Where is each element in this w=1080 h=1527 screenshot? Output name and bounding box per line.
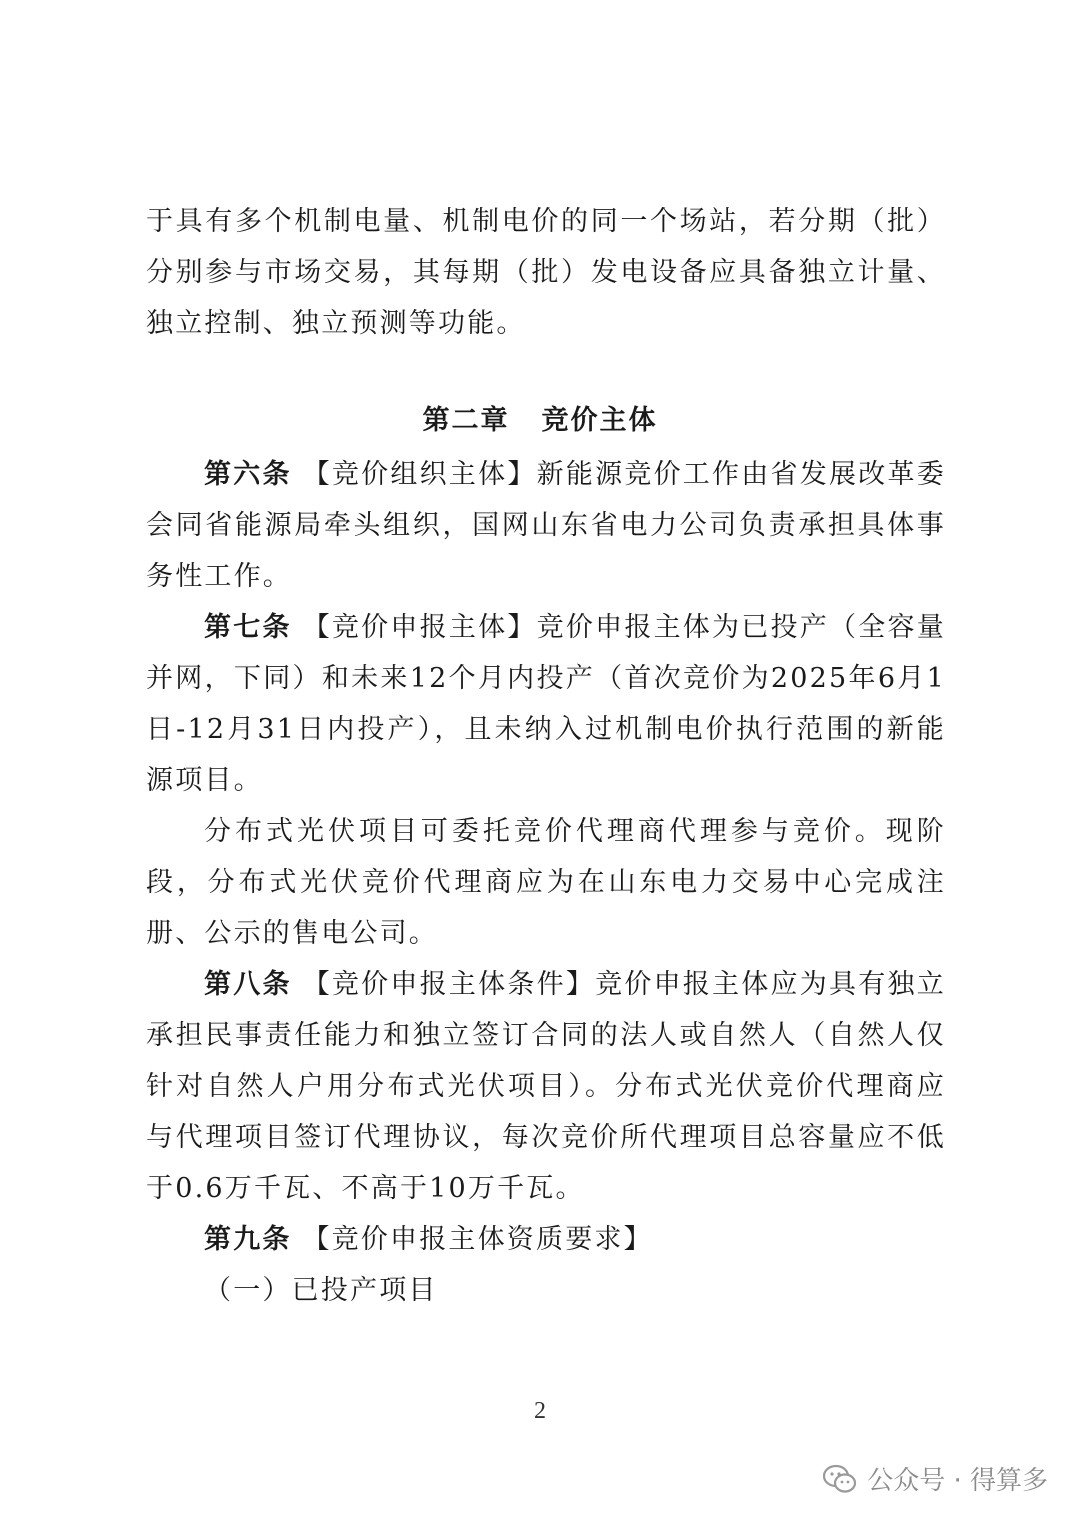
articles-block (146, 449, 946, 1316)
chapter-title: 竞价主体 (541, 405, 658, 436)
article-paragraph (146, 1265, 946, 1316)
watermark-text: 公众号 · 得算多 (867, 1466, 1048, 1496)
article-text: 【竞价组织主体】新能源竞价工作由省发展改革委会同省能源局牵头组织，国网山东省电力公司负责承担具体事务性工作。 (146, 459, 946, 592)
continuation-block (146, 196, 946, 349)
article-text: 分布式光伏项目可委托竞价代理商代理参与竞价。现阶段，分布式光伏竞价代理商应为在山东电力交易中心完成注册、公示的售电公司。 (146, 816, 946, 949)
article-text: 【竞价申报主体条件】竞价申报主体应为具有独立承担民事责任能力和独立签订合同的法人或自然人（自然人仅针对自然人户用分布式光伏项目）。分布式光伏竞价代理商应与代理项目签订代理协议，每次竞价所代理项目总容量应不低于0.6万千瓦、不高于10万千瓦。 (146, 969, 946, 1204)
chapter-number: 第二章 (422, 405, 510, 436)
article-paragraph (146, 602, 946, 806)
continuation-paragraph: 于具有多个机制电量、机制电价的同一个场站，若分期（批）分别参与市场交易，其每期（批）发电设备应具备独立计量、独立控制、独立预测等功能。 (146, 206, 946, 339)
wechat-icon (823, 1464, 857, 1494)
page-number: 2 (534, 1398, 546, 1424)
article-label: 第八条 (204, 969, 292, 1000)
article-label: 第九条 (204, 1224, 292, 1255)
article-paragraph (146, 806, 946, 959)
chapter-heading (0, 398, 1080, 437)
watermark (823, 1460, 1048, 1497)
article-text: （一）已投产项目 (204, 1275, 438, 1306)
article-text: 【竞价申报主体资质要求】 (302, 1224, 653, 1255)
article-paragraph (146, 449, 946, 602)
article-paragraph (146, 959, 946, 1214)
article-label: 第七条 (204, 612, 292, 643)
article-label: 第六条 (204, 459, 292, 490)
article-paragraph (146, 1214, 946, 1265)
article-text: 【竞价申报主体】竞价申报主体为已投产（全容量并网，下同）和未来12个月内投产（首次竞价为2025年6月1日-12月31日内投产），且未纳入过机制电价执行范围的新能源项目。 (146, 612, 946, 796)
